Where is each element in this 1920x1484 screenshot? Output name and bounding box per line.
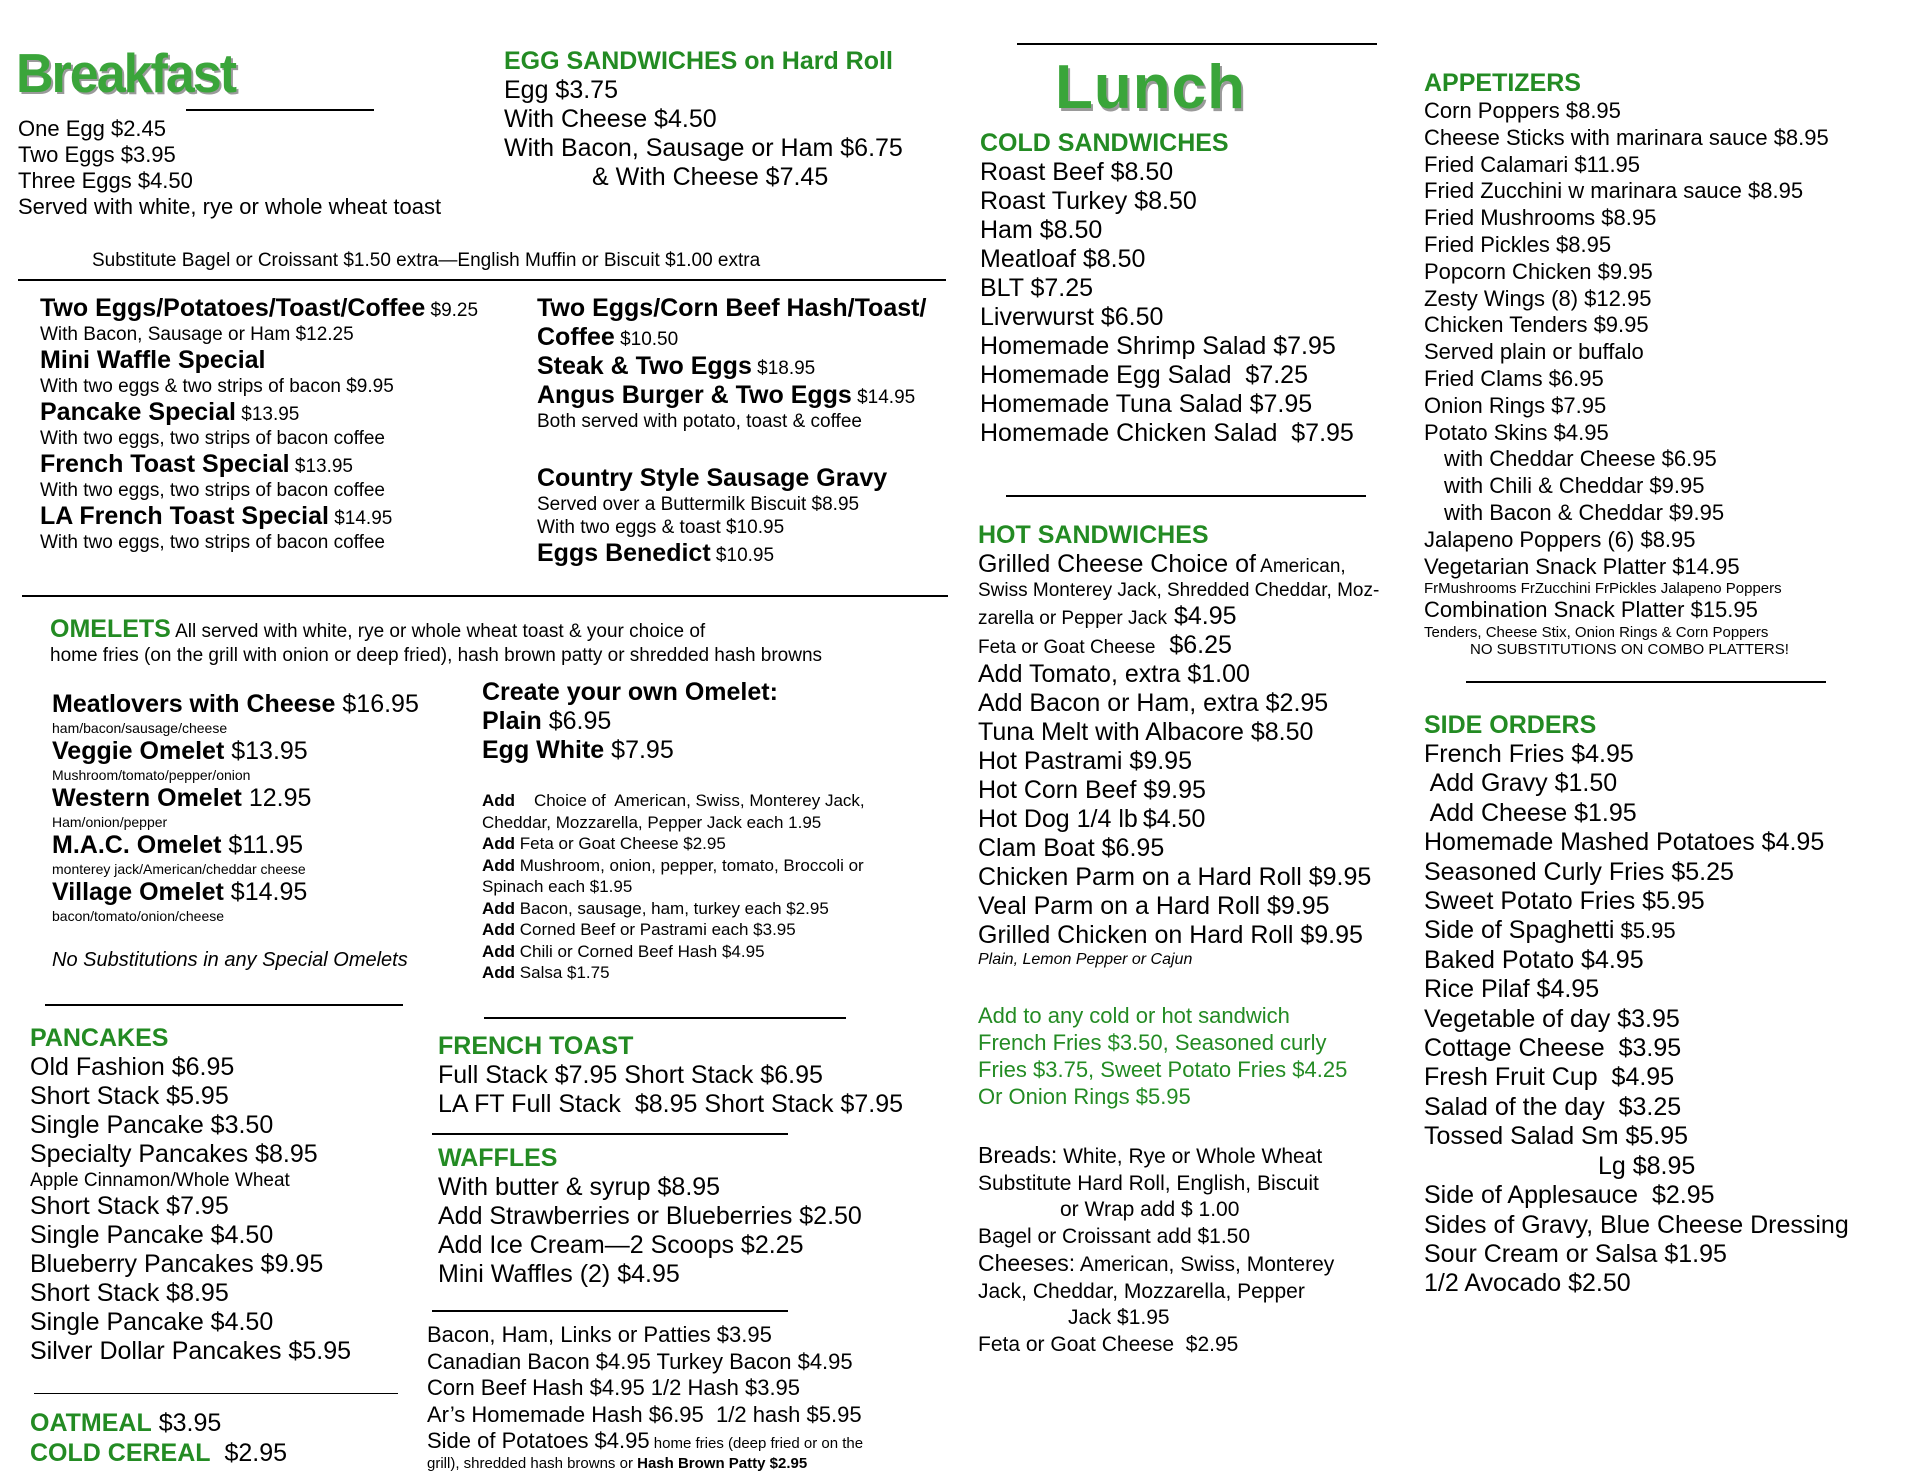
cheeses-text: American, Swiss, Monterey [1075, 1253, 1335, 1276]
appetizer-item: Fried Mushrooms $8.95 [1424, 205, 1657, 231]
omelet-addon: Add Bacon, sausage, ham, turkey each $2.95 [482, 898, 829, 918]
rule-omelets [22, 595, 948, 597]
side-order-item: Add Cheese $1.95 [1424, 798, 1637, 827]
omelet-addon: Add Feta or Goat Cheese $2.95 [482, 834, 726, 853]
waffles [438, 1143, 862, 1289]
combo-platter: Combination Snack Platter $15.95 [1424, 597, 1758, 623]
cereal-label: COLD CEREAL [30, 1439, 211, 1467]
appetizer-item: Cheese Sticks with marinara sauce $8.95 [1424, 124, 1829, 150]
appetizer-item: Jalapeno Poppers (6) $8.95 [1424, 526, 1696, 552]
side-order-item: Sour Cream or Salsa $1.95 [1424, 1239, 1727, 1268]
appetizer-item: Chicken Tenders $9.95 [1424, 312, 1649, 338]
egg-item: Two Eggs $3.95 [18, 142, 176, 167]
hash-brown-patty: Hash Brown Patty $2.95 [637, 1454, 808, 1472]
cold-sandwich-item: Liverwurst $6.50 [980, 303, 1164, 331]
special-item [40, 346, 478, 398]
hot-sandwich-item: Add Tomato, extra $1.00 [978, 660, 1250, 688]
hot-sandwich-item: Clam Boat $6.95 [978, 834, 1165, 862]
breads-sub: Substitute Hard Roll, English, Biscuit [978, 1171, 1319, 1195]
lunch-top-rule [1017, 43, 1377, 45]
rule-pancakes [45, 1004, 403, 1006]
create-omelet-heading: Create your own Omelet: [482, 678, 778, 706]
grilled-chicken-note: Plain, Lemon Pepper or Cajun [978, 951, 1193, 968]
omelets-intro-text: All served with white, rye or whole wheat toast & your choice of [170, 621, 706, 642]
side-order-item: Sides of Gravy, Blue Cheese Dressing [1424, 1210, 1849, 1239]
side-order-item: Homemade Mashed Potatoes $4.95 [1424, 828, 1825, 857]
pancake-item: Short Stack $7.95 [30, 1192, 229, 1220]
special-name: Pancake Special [40, 398, 236, 426]
side-order-item: Add Gravy $1.50 [1424, 769, 1618, 798]
hash-special-price: $10.50 [614, 329, 679, 350]
side-order-item: Seasoned Curly Fries $5.25 [1424, 857, 1734, 886]
omelet-desc: Mushroom/tomato/pepper/onion [52, 767, 251, 783]
hot-sandwich-item: Veal Parm on a Hard Roll $9.95 [978, 892, 1330, 920]
cereal-price: $2.95 [210, 1439, 288, 1467]
pancake-item: Single Pancake $3.50 [30, 1111, 274, 1139]
rule-french-toast [484, 1017, 846, 1019]
pancake-item: Single Pancake $4.50 [30, 1221, 274, 1249]
side-orders-heading: SIDE ORDERS [1424, 711, 1597, 739]
special-price: $13.95 [235, 404, 300, 425]
side-order-item: Salad of the day $3.25 [1424, 1092, 1682, 1121]
hash-special-name2: Coffee [537, 323, 615, 351]
cheeses-text: Jack, Cheddar, Mozzarella, Pepper [978, 1279, 1305, 1303]
appetizer-item: Served plain or buffalo [1424, 339, 1644, 365]
hot-sandwiches-heading: HOT SANDWICHES [978, 521, 1209, 549]
appetizer-item: Zesty Wings (8) $12.95 [1424, 285, 1652, 311]
potato-skins-option: with Bacon & Cheddar $9.95 [1444, 499, 1725, 525]
veg-platter-note: FrMushrooms FrZucchini FrPickles Jalapeno Poppers [1424, 580, 1782, 598]
special-name: French Toast Special [40, 450, 290, 478]
special-item [40, 294, 478, 346]
egg-sandwich-item: Egg $3.75 [504, 76, 618, 104]
side-order-item: Fresh Fruit Cup $4.95 [1424, 1063, 1675, 1092]
pancakes-heading: PANCAKES [30, 1024, 169, 1052]
no-substitutions-omelets: No Substitutions in any Special Omelets [52, 949, 408, 971]
rule-substitute [18, 279, 946, 281]
waffle-item: Add Ice Cream—2 Scoops $2.25 [438, 1231, 804, 1259]
appetizer-item: Fried Calamari $11.95 [1424, 151, 1641, 177]
grilled-cheese-opts: American, [1255, 556, 1346, 577]
addon-line: Fries $3.75, Sweet Potato Fries $4.25 [978, 1057, 1348, 1082]
side-order-item: Vegetable of day $3.95 [1424, 1004, 1680, 1033]
tossed-salad-lg: Lg $8.95 [1598, 1151, 1696, 1180]
omelet-desc: bacon/tomato/onion/cheese [52, 908, 225, 924]
omelet-price: $11.95 [221, 831, 304, 859]
omelet-price: $14.95 [223, 878, 308, 906]
egg-list [18, 116, 441, 220]
feta-goat-cheese: Feta or Goat Cheese $2.95 [978, 1332, 1239, 1356]
grilled-cheese: Grilled Cheese Choice of [978, 550, 1256, 578]
egg-sandwiches [504, 46, 903, 192]
special-desc: With two eggs, two strips of bacon coffee [40, 480, 385, 501]
omelet-addon: Add Choice of American, Swiss, Monterey Jack, [482, 791, 865, 810]
bagel-option: Bagel or Croissant add $1.50 [978, 1224, 1251, 1248]
gravy-desc: With two eggs & toast $10.95 [537, 517, 785, 538]
breads-cheeses [978, 1142, 1334, 1358]
egg-white-name: Egg White [482, 736, 605, 764]
egg-white-price: $7.95 [604, 736, 674, 764]
egg-sandwich-item: With Cheese $4.50 [504, 105, 717, 133]
steak-special-name: Steak & Two Eggs [537, 352, 752, 380]
omelet-item [52, 831, 419, 878]
appetizer-item: Potato Skins $4.95 [1424, 419, 1609, 445]
pancake-item: Single Pancake $4.50 [30, 1308, 274, 1336]
pancake-item: Silver Dollar Pancakes $5.95 [30, 1337, 351, 1365]
omelet-addon: Add Corned Beef or Pastrami each $3.95 [482, 920, 796, 939]
appetizer-item: Fried Zucchini w marinara sauce $8.95 [1424, 178, 1804, 204]
grilled-cheese-opts: Swiss Monterey Jack, Shredded Cheddar, Moz- [978, 580, 1380, 601]
omelet-item [52, 737, 419, 784]
breakfast-side-item: Bacon, Ham, Links or Patties $3.95 [427, 1322, 772, 1347]
special-name: LA French Toast Special [40, 502, 329, 530]
oatmeal-cereal [30, 1408, 287, 1468]
rule-waffles [432, 1133, 788, 1135]
appetizer-item: Onion Rings $7.95 [1424, 392, 1607, 418]
addon-line: French Fries $3.50, Seasoned curly [978, 1030, 1327, 1055]
gravy-name: Country Style Sausage Gravy [537, 464, 888, 492]
egg-item: Three Eggs $4.50 [18, 168, 193, 193]
french-toast-heading: FRENCH TOAST [438, 1032, 634, 1060]
steak-special-price: $18.95 [751, 358, 816, 379]
omelet-price: 12.95 [241, 784, 312, 812]
benedict-name: Eggs Benedict [537, 539, 711, 567]
omelets-heading: OMELETS [50, 615, 171, 643]
french-toast [438, 1031, 903, 1119]
cold-sandwiches-heading: COLD SANDWICHES [980, 129, 1229, 157]
special-price: $14.95 [328, 508, 393, 529]
egg-item: Served with white, rye or whole wheat toast [18, 194, 442, 219]
omelet-item [52, 690, 419, 737]
egg-item: One Egg $2.45 [18, 116, 167, 141]
breakfast-side-item: Canadian Bacon $4.95 Turkey Bacon $4.95 [427, 1348, 853, 1374]
side-order-item: Baked Potato $4.95 [1424, 945, 1644, 974]
cold-sandwich-item: Ham $8.50 [980, 216, 1103, 244]
special-item [40, 398, 478, 450]
combo-platter-note: Tenders, Cheese Stix, Onion Rings & Corn Poppers [1424, 624, 1769, 642]
cold-sandwich-item: Roast Turkey $8.50 [980, 187, 1197, 215]
specials-right [537, 294, 926, 433]
appetizer-item: Popcorn Chicken $9.95 [1424, 258, 1653, 284]
substitute-note: Substitute Bagel or Croissant $1.50 extra—English Muffin or Biscuit $1.00 extra [92, 250, 761, 271]
pancake-item: Short Stack $8.95 [30, 1279, 229, 1307]
breads-sub: or Wrap add $ 1.00 [1060, 1198, 1240, 1221]
omelet-name: Village Omelet [52, 878, 224, 906]
special-price: $9.25 [425, 300, 479, 321]
breakfast-side-item: Corn Beef Hash $4.95 1/2 Hash $3.95 [427, 1375, 801, 1400]
special-desc: With Bacon, Sausage or Ham $12.25 [40, 324, 354, 345]
omelet-price: $16.95 [335, 690, 419, 718]
omelet-desc: ham/bacon/sausage/cheese [52, 720, 228, 736]
omelet-addon: Add Salsa $1.75 [482, 963, 610, 982]
grilled-cheese-price: $4.95 [1167, 602, 1237, 630]
omelet-addon: Spinach each $1.95 [482, 877, 633, 896]
cheeses-label: Cheeses: [978, 1250, 1076, 1276]
special-name: Two Eggs/Potatoes/Toast/Coffee [40, 294, 426, 322]
special-desc: With two eggs, two strips of bacon coffee [40, 532, 385, 553]
hot-sandwiches [978, 520, 1379, 970]
appetizer-item: Vegetarian Snack Platter $14.95 [1424, 553, 1740, 579]
side-order-item: Rice Pilaf $4.95 [1424, 975, 1600, 1004]
breakfast-title: Breakfast [16, 43, 236, 105]
cold-sandwich-item: Homemade Egg Salad $7.25 [980, 361, 1308, 389]
hot-sandwich-item: Add Bacon or Ham, extra $2.95 [978, 689, 1329, 717]
breakfast-title-rule [186, 109, 374, 111]
omelet-addon: Add Chili or Corned Beef Hash $4.95 [482, 941, 765, 961]
feta-option: Feta or Goat Cheese [978, 637, 1156, 658]
cold-sandwiches [980, 128, 1354, 448]
hot-sandwich-item: Tuna Melt with Albacore $8.50 [978, 718, 1314, 746]
gravy-block [537, 464, 887, 568]
omelet-price: $13.95 [224, 737, 308, 765]
side-potatoes-note: grill), shredded hash browns or [427, 1454, 638, 1472]
omelets-intro-text: home fries (on the grill with onion or deep fried), hash brown patty or shredded hash browns [50, 645, 823, 666]
hot-sandwich-item: Hot Dog 1/4 lb $4.50 [978, 805, 1206, 833]
appetizers [1424, 68, 1829, 658]
omelet-item [52, 878, 419, 925]
pancake-note: Apple Cinnamon/Whole Wheat [30, 1170, 290, 1191]
omelet-name: Meatlovers with Cheese [52, 690, 336, 718]
french-toast-item: LA FT Full Stack $8.95 Short Stack $7.95 [438, 1090, 904, 1118]
rule-breakfast-sides [432, 1310, 788, 1312]
side-order-item: Sweet Potato Fries $5.95 [1424, 887, 1705, 916]
both-served-note: Both served with potato, toast & coffee [537, 411, 862, 432]
special-item [40, 450, 478, 502]
cold-sandwich-item: Homemade Shrimp Salad $7.95 [980, 332, 1336, 360]
benedict-price: $10.95 [710, 545, 775, 566]
side-order-item: 1/2 Avocado $2.50 [1424, 1269, 1631, 1298]
omelet-desc: Ham/onion/pepper [52, 814, 168, 830]
pancake-item: Old Fashion $6.95 [30, 1053, 235, 1081]
special-name: Mini Waffle Special [40, 346, 266, 374]
egg-sandwiches-heading: EGG SANDWICHES on Hard Roll [504, 47, 893, 75]
cold-sandwich-item: BLT $7.25 [980, 274, 1094, 302]
omelet-name: Western Omelet [52, 784, 242, 812]
cold-sandwich-item: Homemade Chicken Salad $7.95 [980, 419, 1354, 447]
cold-sandwich-item: Meatloaf $8.50 [980, 245, 1146, 273]
create-omelet [482, 678, 778, 765]
grilled-cheese-opts: zarella or Pepper Jack [978, 608, 1168, 629]
omelets-intro [50, 614, 822, 667]
omelet-desc: monterey jack/American/cheddar cheese [52, 861, 306, 877]
pancake-item: Short Stack $5.95 [30, 1082, 229, 1110]
gravy-desc: Served over a Buttermilk Biscuit $8.95 [537, 494, 860, 515]
omelet-name: M.A.C. Omelet [52, 831, 222, 859]
omelet-item [52, 784, 419, 831]
oatmeal-label: OATMEAL [30, 1409, 152, 1437]
side-order-item: French Fries $4.95 [1424, 740, 1634, 768]
sandwich-addon [978, 1002, 1347, 1110]
side-potatoes: Side of Potatoes $4.95 [427, 1428, 650, 1453]
waffle-item: Add Strawberries or Blueberries $2.50 [438, 1202, 862, 1230]
side-spaghetti: Side of Spaghetti [1424, 916, 1615, 945]
waffle-item: Mini Waffles (2) $4.95 [438, 1260, 680, 1288]
pancake-item: Specialty Pancakes $8.95 [30, 1140, 318, 1168]
hot-sandwich-item: Grilled Chicken on Hard Roll $9.95 [978, 921, 1363, 949]
side-order-item: Side of Applesauce $2.95 [1424, 1181, 1715, 1210]
addon-line: Add to any cold or hot sandwich [978, 1003, 1290, 1028]
omelet-list [52, 690, 419, 925]
cold-sandwich-item: Roast Beef $8.50 [980, 158, 1174, 186]
french-toast-item: Full Stack $7.95 Short Stack $6.95 [438, 1061, 823, 1089]
side-potatoes-note: home fries (deep fried or on the [649, 1435, 864, 1452]
specials-left [40, 294, 478, 554]
cold-sandwich-item: Homemade Tuna Salad $7.95 [980, 390, 1313, 418]
plain-omelet-name: Plain [482, 707, 542, 735]
special-desc: With two eggs & two strips of bacon $9.95 [40, 376, 394, 397]
potato-skins-option: with Cheddar Cheese $6.95 [1444, 446, 1717, 472]
side-order-item: Cottage Cheese $3.95 [1424, 1034, 1682, 1063]
special-desc: With two eggs, two strips of bacon coffee [40, 428, 385, 449]
lunch-title: Lunch [1055, 53, 1246, 122]
breads-label: Breads: [978, 1142, 1058, 1168]
potato-skins-option: with Chili & Cheddar $9.95 [1444, 473, 1705, 499]
burger-special-price: $14.95 [851, 387, 916, 408]
breads-text: White, Rye or Whole Wheat [1057, 1145, 1323, 1168]
rule-oatmeal [34, 1393, 398, 1394]
omelet-name: Veggie Omelet [52, 737, 225, 765]
side-spaghetti-price: $5.95 [1614, 918, 1676, 944]
side-order-item: Tossed Salad Sm $5.95 [1424, 1122, 1689, 1151]
omelet-addon: Add Mushroom, onion, pepper, tomato, Broccoli or [482, 855, 864, 875]
side-orders [1424, 710, 1849, 1299]
hot-sandwich-item: Hot Pastrami $9.95 [978, 747, 1192, 775]
cheeses-text: Jack $1.95 [1068, 1306, 1170, 1329]
feta-price: $6.25 [1155, 631, 1232, 659]
combo-no-subs: NO SUBSTITUTIONS ON COMBO PLATTERS! [1470, 641, 1789, 659]
pancakes [30, 1023, 351, 1366]
appetizers-heading: APPETIZERS [1424, 69, 1581, 97]
oatmeal-price: $3.95 [151, 1409, 222, 1437]
breakfast-side-item: Ar’s Homemade Hash $6.95 1/2 hash $5.95 [427, 1401, 862, 1427]
egg-sandwich-item: With Bacon, Sausage or Ham $6.75 [504, 134, 903, 162]
rule-side-orders [1466, 681, 1826, 683]
hot-sandwich-item: Hot Corn Beef $9.95 [978, 776, 1206, 804]
omelet-addons [482, 790, 865, 984]
breakfast-sides [427, 1322, 863, 1473]
hot-sandwich-item: Chicken Parm on a Hard Roll $9.95 [978, 863, 1372, 891]
omelet-addon: Cheddar, Mozzarella, Pepper Jack each 1.95 [482, 812, 822, 832]
waffles-heading: WAFFLES [438, 1144, 558, 1172]
pancake-item: Blueberry Pancakes $9.95 [30, 1250, 324, 1278]
burger-special-name: Angus Burger & Two Eggs [537, 381, 852, 409]
rule-hot-sandwiches [1006, 495, 1366, 497]
hash-special-name: Two Eggs/Corn Beef Hash/Toast/ [537, 294, 927, 322]
appetizer-item: Fried Pickles $8.95 [1424, 231, 1612, 257]
appetizer-item: Fried Clams $6.95 [1424, 365, 1604, 391]
special-price: $13.95 [289, 456, 354, 477]
waffle-item: With butter & syrup $8.95 [438, 1173, 721, 1201]
special-item [40, 502, 478, 554]
egg-sandwich-item: & With Cheese $7.45 [592, 163, 829, 191]
plain-omelet-price: $6.95 [541, 707, 612, 735]
addon-line: Or Onion Rings $5.95 [978, 1084, 1191, 1109]
appetizer-item: Corn Poppers $8.95 [1424, 98, 1621, 123]
